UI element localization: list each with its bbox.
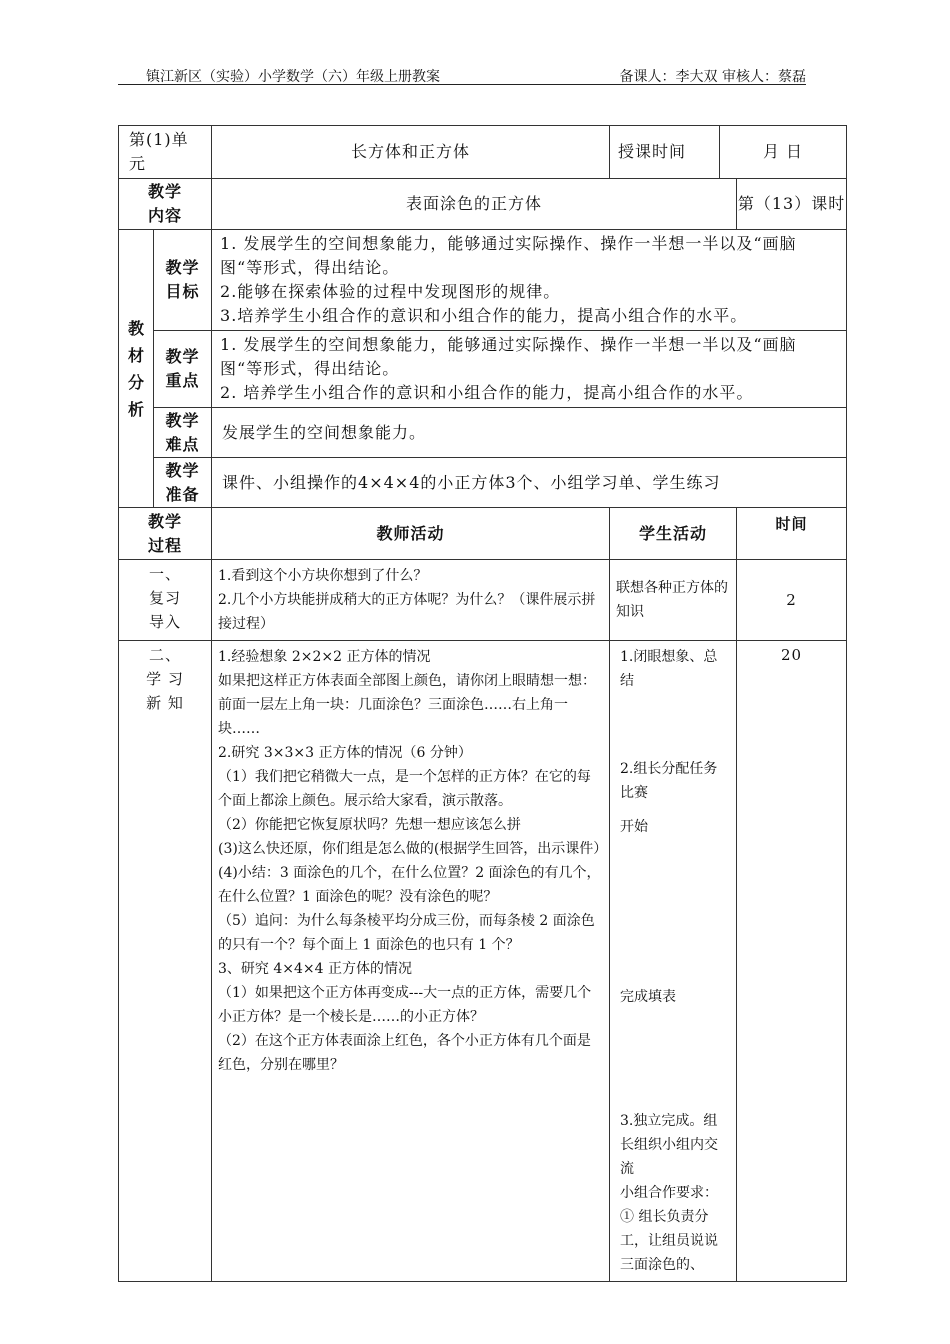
date-value: 月 日 xyxy=(720,126,847,179)
process-label: 教学过程 xyxy=(119,508,212,560)
stage1-label: 一、 复习 导入 xyxy=(119,560,212,641)
school-title: 镇江新区（实验）小学数学（六）年级上册教案 xyxy=(146,69,440,85)
time-header: 时间 xyxy=(737,508,847,560)
stage2-student: 1.闭眼想象、总结 2.组长分配任务比赛 开始 完成填表 3.独立完成。组长组织小组内交流 小组合作要求： ① 组长负责分工，让组员说说三面涂色的、 xyxy=(610,641,737,1282)
goals-text xyxy=(212,230,847,331)
goal-item: 1. 发展学生的空间想象能力，能够通过实际操作、操作一半想一半以及“画脑图“等形式，得出结论。 xyxy=(220,234,797,277)
page-header xyxy=(118,62,806,85)
teacher-activity-header: 教师活动 xyxy=(212,508,610,560)
time-label: 授课时间 xyxy=(610,126,720,179)
analysis-section-label: 教材分析 xyxy=(119,230,154,508)
prep-text: 课件、小组操作的4×4×4的小正方体3个、小组学习单、学生练习 xyxy=(212,458,847,508)
key-item: 2. 培养学生小组合作的意识和小组合作的能力，提高小组合作的水平。 xyxy=(220,383,754,402)
preparers: 备课人：李大双 审核人：蔡磊 xyxy=(619,69,806,85)
prep-label: 教学准备 xyxy=(154,458,212,508)
difficulty-label: 教学难点 xyxy=(154,408,212,458)
difficulty-text: 发展学生的空间想象能力。 xyxy=(212,408,847,458)
content-value: 表面涂色的正方体 xyxy=(212,179,737,230)
student-activity-header: 学生活动 xyxy=(610,508,737,560)
stage2-label: 二、 学 习 新 知 xyxy=(119,641,212,1282)
keys-text xyxy=(212,331,847,408)
goal-item: 2.能够在探索体验的过程中发现图形的规律。 xyxy=(220,282,561,301)
keys-label: 教学重点 xyxy=(154,331,212,408)
goal-item: 3.培养学生小组合作的意识和小组合作的能力，提高小组合作的水平。 xyxy=(220,306,748,325)
stage1-teacher: 1.看到这个小方块你想到了什么？ 2.几个小方块能拼成稍大的正方体呢？为什么？（课件展示拼接过程） xyxy=(212,560,610,641)
stage1-student: 联想各种正方体的知识 xyxy=(610,560,737,641)
lesson-plan-table xyxy=(118,125,847,1282)
stage1-time: 2 xyxy=(737,560,847,641)
key-item: 1. 发展学生的空间想象能力，能够通过实际操作、操作一半想一半以及“画脑图“等形式，得出结论。 xyxy=(220,335,797,378)
unit-name: 长方体和正方体 xyxy=(212,126,610,179)
stage2-time: 20 xyxy=(737,641,847,1282)
unit-label: 第(1)单元 xyxy=(119,126,212,179)
lesson-number: 第（13）课时 xyxy=(737,179,847,230)
goals-label: 教学目标 xyxy=(154,230,212,331)
content-label: 教学内容 xyxy=(119,179,212,230)
stage2-teacher: 1.经验想象 2×2×2 正方体的情况 如果把这样正方体表面全部图上颜色，请你闭上眼睛想一想： 前面一层左上角一块：几面涂色？三面涂色……右上角一块…… 2.研究 3×3×3 正方体的情况（6 分钟） （1）我们把它稍微大一点，是一个怎样的正方体？在它的每个面上都涂上颜色。展示给大家看，演示散落。 （2）你能把它恢复原状吗？先想一想应该怎么拼 (3)这么快还原，你们组是怎么做的(根据学生回答，出示课件） (4)小结：3 面涂色的几个，在什么位置？2 面涂色的有几个，在什么位置？1 面涂色的呢？没有涂色的呢？ （5）追问：为什么每条棱平均分成三份，而每条棱 2 面涂色的只有一个？每个面上 1 面涂色的也只有 1 个？ 3、研究 4×4×4 正方体的情况 （1）如果把这个正方体再变成---大一点的正方体，需要几个小正方体？是一个棱长是……的小正方体？ （2）在这个正方体表面涂上红色，各个小正方体有几个面是红色，分别在哪里？ xyxy=(212,641,610,1282)
